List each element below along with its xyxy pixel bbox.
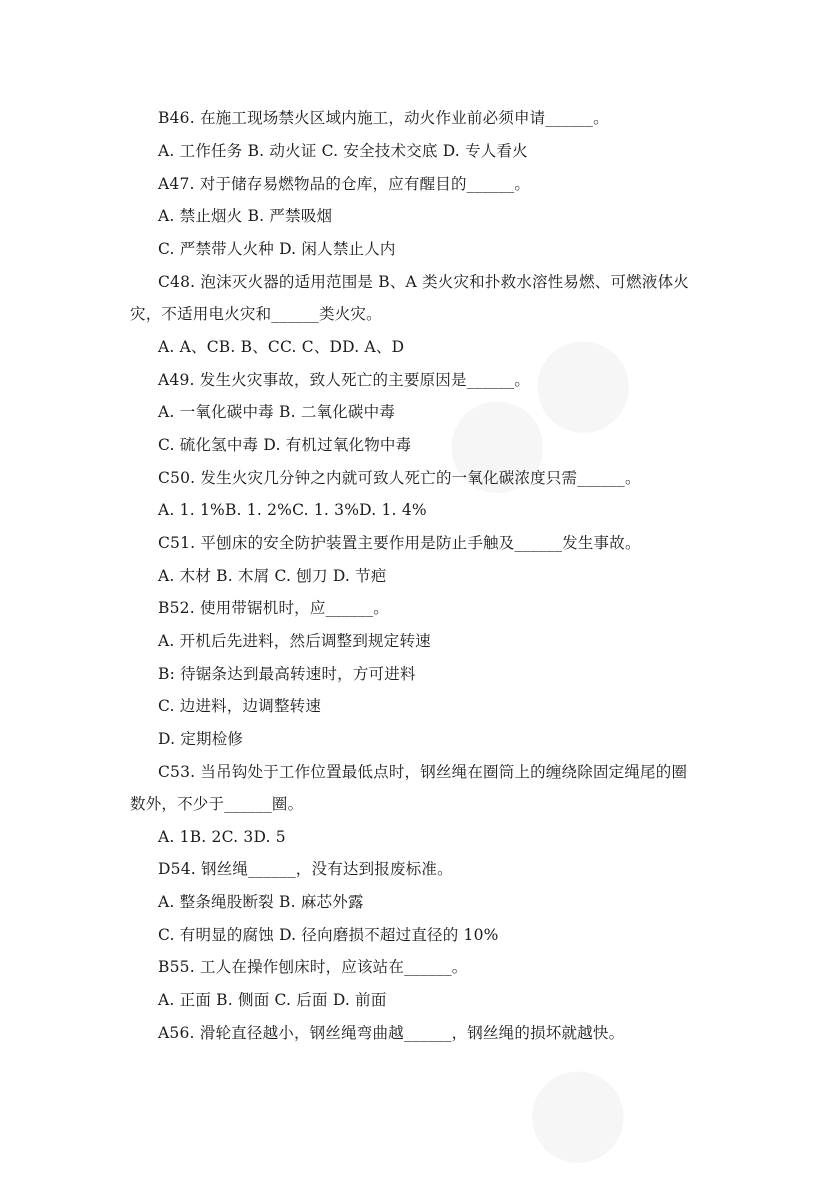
answer-line: D. 定期检修 [158,730,244,748]
answer-line: A. 一氧化碳中毒 B. 二氧化碳中毒 [158,403,396,421]
answer-line: C. 硫化氢中毒 D. 有机过氧化物中毒 [158,436,412,454]
answer-line: A. 1B. 2C. 3D. 5 [158,828,286,846]
question-line: A49. 发生火灾事故，致人死亡的主要原因是______。 [158,371,531,389]
answer-line: A. A、CB. B、CC. C、DD. A、D [158,338,405,356]
question-line: 数外，不少于______圈。 [130,795,304,813]
question-line: C51. 平刨床的安全防护装置主要作用是防止手触及______发生事故。 [158,534,641,552]
answer-line: B: 待锯条达到最高转速时，方可进料 [158,665,416,683]
question-line: C50. 发生火灾几分钟之内就可致人死亡的一氧化碳浓度只需______。 [158,469,641,487]
question-line: A56. 滑轮直径越小，钢丝绳弯曲越______，钢丝绳的损坏就越快。 [158,1024,625,1042]
answer-line: A. 整条绳股断裂 B. 麻芯外露 [158,893,364,911]
answer-line: A. 开机后先进料，然后调整到规定转速 [158,632,431,650]
answer-line: A. 1. 1%B. 1. 2%C. 1. 3%D. 1. 4% [158,501,427,519]
question-line: B55. 工人在操作刨床时，应该站在______。 [158,958,468,976]
question-line: C48. 泡沫灭火器的适用范围是 B、A 类火灾和扑救水溶性易燃、可燃液体火 [158,273,689,291]
question-line: B46. 在施工现场禁火区域内施工，动火作业前必须申请______。 [158,109,609,127]
answer-line: C. 边进料，边调整转速 [158,697,322,715]
answer-line: C. 严禁带人火种 D. 闲人禁止人内 [158,240,396,258]
question-line: C53. 当吊钩处于工作位置最低点时，钢丝绳在圈筒上的缠绕除固定绳尾的圈 [158,763,688,781]
answer-line: A. 工作任务 B. 动火证 C. 安全技术交底 D. 专人看火 [158,142,528,160]
answer-line: A. 正面 B. 侧面 C. 后面 D. 前面 [158,991,387,1009]
question-line: A47. 对于储存易燃物品的仓库，应有醒目的______。 [158,175,531,193]
question-line: D54. 钢丝绳______，没有达到报废标准。 [158,860,453,878]
watermark-mark [409,293,660,527]
watermark-mark [490,1023,656,1196]
answer-line: A. 禁止烟火 B. 严禁吸烟 [158,207,333,225]
question-line: B52. 使用带锯机时，应______。 [158,599,389,617]
question-line: 灾，不适用电火灾和______类火灾。 [130,305,382,323]
answer-line: C. 有明显的腐蚀 D. 径向磨损不超过直径的 10% [158,926,499,944]
answer-line: A. 木材 B. 木屑 C. 刨刀 D. 节疤 [158,567,387,585]
